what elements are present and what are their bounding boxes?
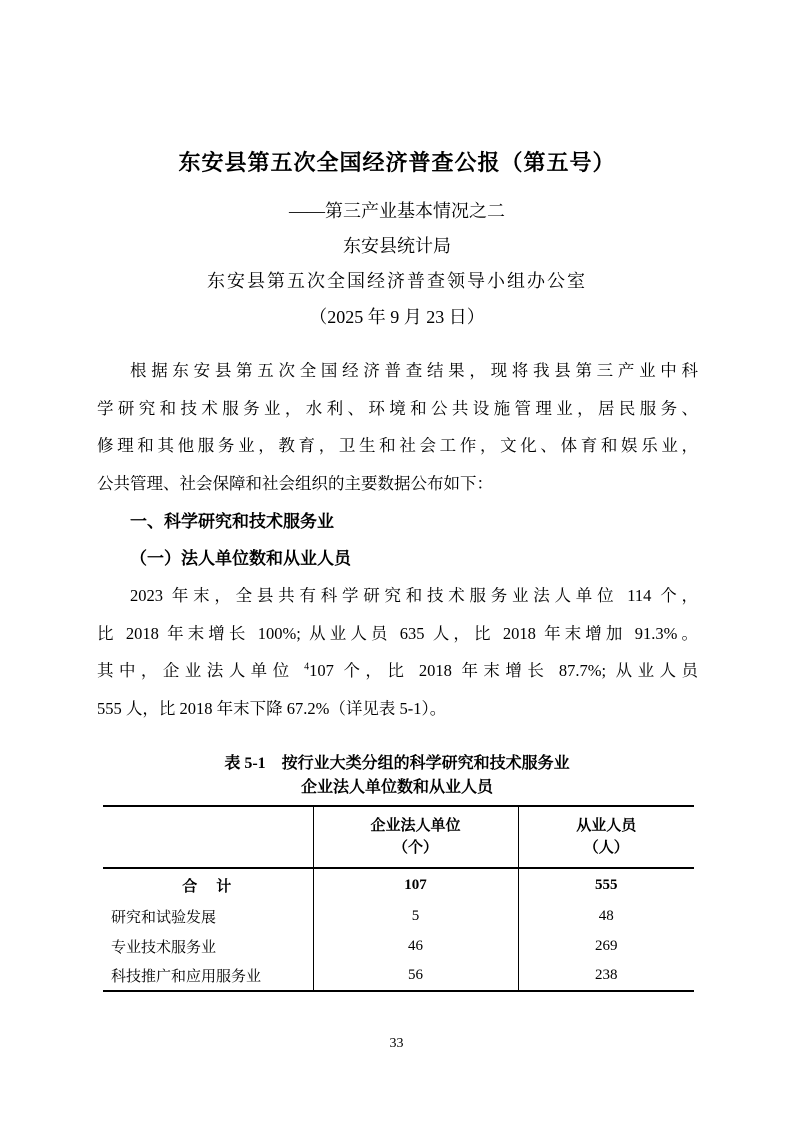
- header-enterprise-units-line2: （个）: [392, 839, 438, 856]
- table-row: [103, 961, 694, 991]
- header-employees: [518, 806, 694, 868]
- header-industry-blank: [103, 806, 313, 868]
- page-number: 33: [389, 1036, 404, 1051]
- intro-paragraph: [97, 352, 698, 502]
- table-header-row: [103, 806, 694, 868]
- header-enterprise-units: [313, 806, 518, 868]
- table-row-total: [103, 868, 694, 901]
- table-title-line-1: 表 5-1 按行业大类分组的科学研究和技术服务业: [224, 755, 570, 772]
- row-label: 研究和试验发展: [111, 909, 217, 926]
- row-persons-value: 48: [518, 901, 694, 931]
- header-employees-line1: 从业人员: [576, 817, 637, 834]
- row-persons-value: 238: [518, 961, 694, 991]
- paragraph-text: 107 个，比 2018 年末增长 87.7%; 从业人员: [309, 661, 698, 680]
- publish-date: （2025 年 9 月 23 日）: [309, 307, 485, 327]
- document-title: 东安县第五次全国经济普查公报（第五号）: [178, 150, 616, 175]
- header-employees-line2: （人）: [583, 839, 629, 856]
- row-label: 合 计: [182, 877, 234, 895]
- paragraph-text: 其中，企业法人单位: [97, 661, 305, 680]
- paragraph-line: 公共管理、社会保障和社会组织的主要数据公布如下：: [97, 473, 493, 493]
- stats-paragraph: [97, 577, 698, 727]
- paragraph-line: 2023 年末，全县共有科学研究和技术服务业法人单位 114 个，: [130, 586, 698, 605]
- row-units-value: 56: [313, 961, 518, 991]
- footnote-marker: 4: [304, 661, 310, 673]
- table-5-1: [103, 805, 694, 992]
- table-row: [103, 931, 694, 961]
- row-units-value: 107: [313, 868, 518, 901]
- paragraph-line: 根据东安县第五次全国经济普查结果，现将我县第三产业中科: [130, 361, 698, 380]
- paragraph-line: [97, 652, 698, 690]
- row-units-value: 46: [313, 931, 518, 961]
- table-title-line-2: 企业法人单位数和从业人员: [300, 779, 493, 796]
- section-heading: 一、科学研究和技术服务业: [130, 512, 334, 531]
- row-units-value: 5: [313, 901, 518, 931]
- subsection-heading: （一）法人单位数和从业人员: [130, 549, 351, 568]
- row-persons-value: 269: [518, 931, 694, 961]
- paragraph-line: 修理和其他服务业，教育，卫生和社会工作，文化、体育和娱乐业，: [97, 436, 698, 455]
- document-subtitle: ——第三产业基本情况之二: [289, 201, 505, 221]
- row-label: 专业技术服务业: [111, 939, 217, 956]
- paragraph-line: 比 2018 年末增长 100%; 从业人员 635 人，比 2018 年末增加 91.3%。: [97, 623, 698, 643]
- row-persons-value: 555: [518, 868, 694, 901]
- row-label: 科技推广和应用服务业: [111, 969, 262, 985]
- table-title: [97, 752, 697, 800]
- paragraph-line: 学研究和技术服务业，水利、环境和公共设施管理业，居民服务、: [97, 398, 698, 418]
- issuer-census-leading-group-office: 东安县第五次全国经济普查领导小组办公室: [207, 271, 587, 291]
- paragraph-line: 555 人，比 2018 年末下降 67.2%（详见表 5-1）。: [97, 698, 447, 718]
- header-enterprise-units-line1: 企业法人单位: [370, 817, 461, 834]
- issuer-statistics-bureau: 东安县统计局: [343, 236, 451, 256]
- table-row: [103, 901, 694, 931]
